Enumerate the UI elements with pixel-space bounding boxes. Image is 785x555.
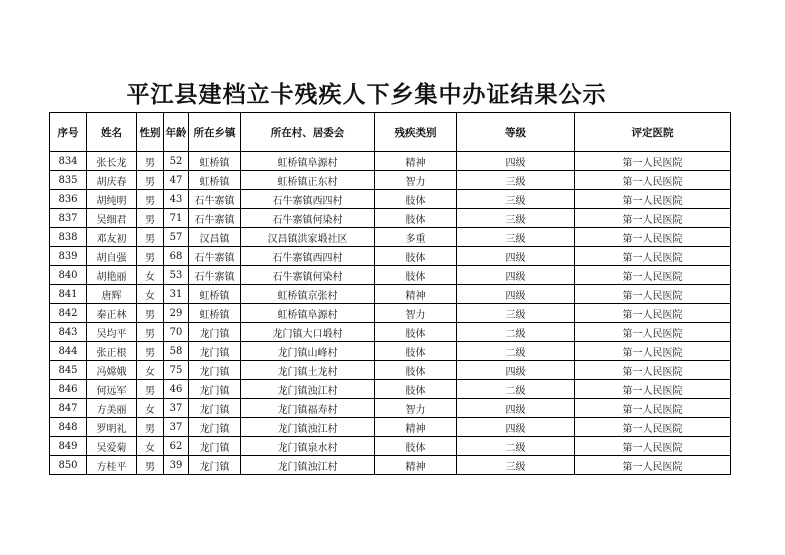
cell-gender: 女 <box>137 285 164 304</box>
cell-grade: 四级 <box>457 399 575 418</box>
cell-village: 虹桥镇正东村 <box>241 171 375 190</box>
table-row <box>50 361 731 380</box>
cell-gender: 男 <box>137 171 164 190</box>
cell-gender: 男 <box>137 380 164 399</box>
cell-age: 70 <box>164 323 189 342</box>
cell-disability-type: 肢体 <box>375 247 457 266</box>
cell-grade: 三级 <box>457 209 575 228</box>
table-row <box>50 247 731 266</box>
cell-name: 胡艳丽 <box>87 266 137 285</box>
cell-gender: 男 <box>137 209 164 228</box>
cell-disability-type: 肢体 <box>375 323 457 342</box>
table-row <box>50 323 731 342</box>
cell-seq: 839 <box>50 247 87 266</box>
table-row <box>50 456 731 475</box>
cell-hospital: 第一人民医院 <box>575 152 731 171</box>
cell-hospital: 第一人民医院 <box>575 266 731 285</box>
cell-disability-type: 肢体 <box>375 361 457 380</box>
cell-name: 胡纯明 <box>87 190 137 209</box>
cell-disability-type: 精神 <box>375 152 457 171</box>
table-row <box>50 399 731 418</box>
cell-name: 罗明礼 <box>87 418 137 437</box>
cell-disability-type: 智力 <box>375 399 457 418</box>
cell-village: 石牛寨镇西四村 <box>241 190 375 209</box>
cell-grade: 三级 <box>457 228 575 247</box>
cell-seq: 843 <box>50 323 87 342</box>
cell-name: 胡自强 <box>87 247 137 266</box>
cell-hospital: 第一人民医院 <box>575 361 731 380</box>
column-header-township: 所在乡镇 <box>189 113 241 152</box>
column-header-hospital: 评定医院 <box>575 113 731 152</box>
cell-hospital: 第一人民医院 <box>575 437 731 456</box>
cell-township: 龙门镇 <box>189 437 241 456</box>
cell-seq: 850 <box>50 456 87 475</box>
cell-gender: 男 <box>137 342 164 361</box>
cell-gender: 男 <box>137 304 164 323</box>
cell-seq: 836 <box>50 190 87 209</box>
cell-township: 石牛寨镇 <box>189 266 241 285</box>
cell-village: 龙门镇浊江村 <box>241 456 375 475</box>
table-body <box>50 152 731 475</box>
cell-gender: 男 <box>137 456 164 475</box>
cell-village: 虹桥镇京张村 <box>241 285 375 304</box>
cell-hospital: 第一人民医院 <box>575 418 731 437</box>
cell-age: 57 <box>164 228 189 247</box>
column-header-name: 姓名 <box>87 113 137 152</box>
cell-grade: 四级 <box>457 361 575 380</box>
cell-village: 汉昌镇洪家塅社区 <box>241 228 375 247</box>
table-header-row <box>50 113 731 152</box>
cell-township: 汉昌镇 <box>189 228 241 247</box>
table-row <box>50 209 731 228</box>
cell-grade: 四级 <box>457 418 575 437</box>
cell-grade: 四级 <box>457 266 575 285</box>
cell-grade: 三级 <box>457 456 575 475</box>
cell-disability-type: 肢体 <box>375 437 457 456</box>
cell-age: 68 <box>164 247 189 266</box>
cell-seq: 837 <box>50 209 87 228</box>
cell-name: 唐辉 <box>87 285 137 304</box>
cell-name: 方桂平 <box>87 456 137 475</box>
cell-gender: 女 <box>137 437 164 456</box>
cell-age: 37 <box>164 399 189 418</box>
cell-age: 53 <box>164 266 189 285</box>
table-row <box>50 152 731 171</box>
table-row <box>50 304 731 323</box>
cell-gender: 女 <box>137 399 164 418</box>
cell-grade: 四级 <box>457 285 575 304</box>
cell-grade: 三级 <box>457 171 575 190</box>
cell-township: 虹桥镇 <box>189 171 241 190</box>
cell-seq: 846 <box>50 380 87 399</box>
cell-township: 石牛寨镇 <box>189 190 241 209</box>
cell-seq: 838 <box>50 228 87 247</box>
cell-disability-type: 精神 <box>375 418 457 437</box>
cell-age: 71 <box>164 209 189 228</box>
cell-township: 虹桥镇 <box>189 152 241 171</box>
cell-village: 虹桥镇阜源村 <box>241 152 375 171</box>
cell-seq: 845 <box>50 361 87 380</box>
table-row <box>50 228 731 247</box>
cell-township: 龙门镇 <box>189 399 241 418</box>
cell-hospital: 第一人民医院 <box>575 209 731 228</box>
cell-disability-type: 肢体 <box>375 380 457 399</box>
cell-age: 37 <box>164 418 189 437</box>
cell-township: 虹桥镇 <box>189 285 241 304</box>
cell-grade: 三级 <box>457 304 575 323</box>
cell-disability-type: 肢体 <box>375 209 457 228</box>
cell-seq: 841 <box>50 285 87 304</box>
column-header-disability-type: 残疾类别 <box>375 113 457 152</box>
cell-hospital: 第一人民医院 <box>575 399 731 418</box>
cell-grade: 二级 <box>457 437 575 456</box>
column-header-age: 年龄 <box>164 113 189 152</box>
cell-gender: 女 <box>137 266 164 285</box>
cell-hospital: 第一人民医院 <box>575 304 731 323</box>
table-row <box>50 418 731 437</box>
cell-township: 龙门镇 <box>189 456 241 475</box>
cell-grade: 二级 <box>457 342 575 361</box>
cell-hospital: 第一人民医院 <box>575 247 731 266</box>
cell-age: 58 <box>164 342 189 361</box>
cell-grade: 四级 <box>457 152 575 171</box>
table-row <box>50 190 731 209</box>
cell-grade: 三级 <box>457 190 575 209</box>
cell-hospital: 第一人民医院 <box>575 323 731 342</box>
title-text: 平江县建档立卡残疾人下乡集中办证结果公示 <box>126 82 607 108</box>
cell-name: 邓友初 <box>87 228 137 247</box>
cell-village: 龙门镇土龙村 <box>241 361 375 380</box>
cell-name: 方美丽 <box>87 399 137 418</box>
cell-township: 龙门镇 <box>189 323 241 342</box>
cell-seq: 847 <box>50 399 87 418</box>
cell-disability-type: 智力 <box>375 304 457 323</box>
cell-seq: 842 <box>50 304 87 323</box>
cell-township: 石牛寨镇 <box>189 247 241 266</box>
table-row <box>50 266 731 285</box>
cell-township: 龙门镇 <box>189 418 241 437</box>
cell-hospital: 第一人民医院 <box>575 380 731 399</box>
cell-township: 石牛寨镇 <box>189 209 241 228</box>
cell-disability-type: 多重 <box>375 228 457 247</box>
cell-disability-type: 精神 <box>375 456 457 475</box>
cell-age: 43 <box>164 190 189 209</box>
cell-village: 石牛寨镇西四村 <box>241 247 375 266</box>
cell-grade: 二级 <box>457 323 575 342</box>
cell-township: 龙门镇 <box>189 380 241 399</box>
cell-disability-type: 精神 <box>375 285 457 304</box>
cell-hospital: 第一人民医院 <box>575 228 731 247</box>
column-header-grade: 等级 <box>457 113 575 152</box>
cell-age: 39 <box>164 456 189 475</box>
cell-hospital: 第一人民医院 <box>575 342 731 361</box>
cell-hospital: 第一人民医院 <box>575 285 731 304</box>
results-table <box>49 112 731 475</box>
cell-age: 75 <box>164 361 189 380</box>
cell-grade: 四级 <box>457 247 575 266</box>
table-row <box>50 171 731 190</box>
cell-gender: 男 <box>137 228 164 247</box>
cell-gender: 男 <box>137 418 164 437</box>
cell-hospital: 第一人民医院 <box>575 190 731 209</box>
cell-seq: 848 <box>50 418 87 437</box>
cell-village: 龙门镇山峰村 <box>241 342 375 361</box>
cell-name: 张正根 <box>87 342 137 361</box>
table-row <box>50 380 731 399</box>
cell-disability-type: 肢体 <box>375 190 457 209</box>
cell-name: 冯嫦娥 <box>87 361 137 380</box>
cell-village: 龙门镇浊江村 <box>241 380 375 399</box>
cell-seq: 849 <box>50 437 87 456</box>
cell-village: 龙门镇大口塅村 <box>241 323 375 342</box>
cell-name: 胡庆春 <box>87 171 137 190</box>
cell-age: 52 <box>164 152 189 171</box>
cell-disability-type: 肢体 <box>375 266 457 285</box>
cell-age: 46 <box>164 380 189 399</box>
cell-disability-type: 肢体 <box>375 342 457 361</box>
cell-name: 张长龙 <box>87 152 137 171</box>
cell-name: 吴均平 <box>87 323 137 342</box>
cell-grade: 二级 <box>457 380 575 399</box>
cell-gender: 男 <box>137 247 164 266</box>
table-row <box>50 342 731 361</box>
cell-township: 龙门镇 <box>189 342 241 361</box>
cell-age: 29 <box>164 304 189 323</box>
cell-age: 47 <box>164 171 189 190</box>
column-header-gender: 性别 <box>137 113 164 152</box>
cell-name: 何远军 <box>87 380 137 399</box>
cell-name: 秦正林 <box>87 304 137 323</box>
cell-name: 吴细君 <box>87 209 137 228</box>
cell-gender: 男 <box>137 323 164 342</box>
cell-seq: 835 <box>50 171 87 190</box>
cell-township: 虹桥镇 <box>189 304 241 323</box>
cell-village: 石牛寨镇何染村 <box>241 266 375 285</box>
cell-seq: 844 <box>50 342 87 361</box>
cell-village: 龙门镇泉水村 <box>241 437 375 456</box>
column-header-seq: 序号 <box>50 113 87 152</box>
column-header-village: 所在村、居委会 <box>241 113 375 152</box>
cell-gender: 男 <box>137 152 164 171</box>
cell-name: 吴爱菊 <box>87 437 137 456</box>
cell-hospital: 第一人民医院 <box>575 456 731 475</box>
cell-village: 龙门镇浊江村 <box>241 418 375 437</box>
cell-gender: 男 <box>137 190 164 209</box>
cell-village: 龙门镇福寿村 <box>241 399 375 418</box>
cell-seq: 834 <box>50 152 87 171</box>
page-title <box>0 76 785 109</box>
table-row <box>50 437 731 456</box>
table-row <box>50 285 731 304</box>
cell-village: 石牛寨镇何染村 <box>241 209 375 228</box>
cell-seq: 840 <box>50 266 87 285</box>
cell-age: 62 <box>164 437 189 456</box>
cell-disability-type: 智力 <box>375 171 457 190</box>
cell-age: 31 <box>164 285 189 304</box>
cell-gender: 女 <box>137 361 164 380</box>
cell-township: 龙门镇 <box>189 361 241 380</box>
cell-hospital: 第一人民医院 <box>575 171 731 190</box>
cell-village: 虹桥镇阜源村 <box>241 304 375 323</box>
